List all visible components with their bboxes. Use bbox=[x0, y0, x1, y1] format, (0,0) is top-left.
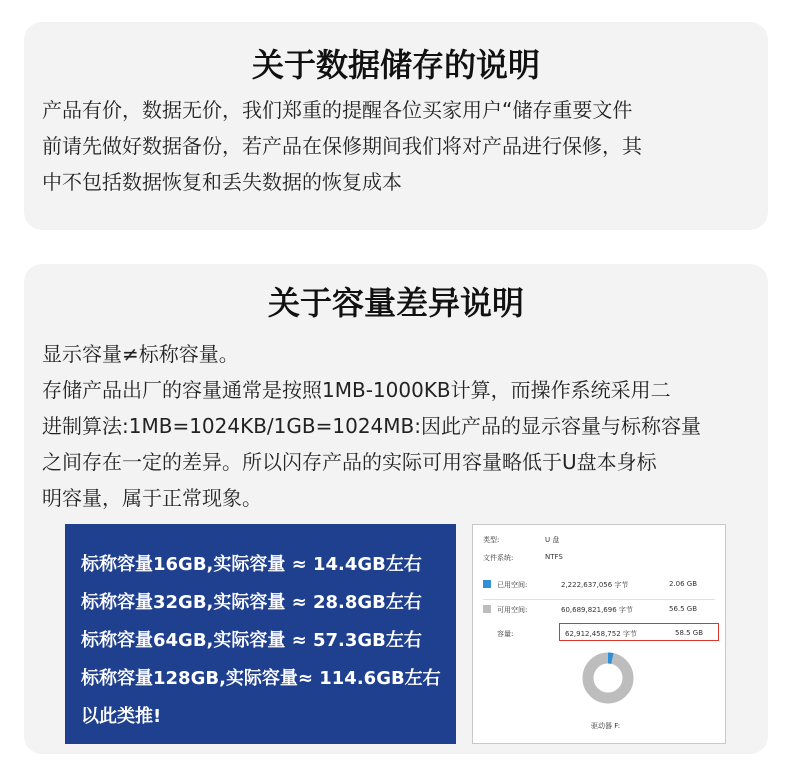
capacity-bytes: 62,912,458,752 字节 bbox=[565, 630, 637, 638]
type-value: U 盘 bbox=[545, 536, 560, 544]
capacity-notice-line: 之间存在一定的差异。所以闪存产品的实际可用容量略低于U盘本身标 bbox=[42, 450, 657, 474]
used-space-size: 2.06 GB bbox=[669, 580, 698, 588]
used-space-swatch bbox=[483, 580, 491, 588]
filesystem-label: 文件系统: bbox=[483, 554, 514, 562]
disk-properties-screenshot bbox=[472, 524, 726, 744]
storage-notice-title: 关于数据储存的说明 bbox=[251, 46, 540, 84]
capacity-notice-line: 存储产品出厂的容量通常是按照1MB-1000KB计算，而操作系统采用二 bbox=[42, 378, 671, 402]
capacity-row-128gb: 标称容量128GB,实际容量≈ 114.6GB左右 bbox=[81, 668, 441, 689]
used-space-label: 已用空间: bbox=[497, 581, 528, 589]
capacity-size: 58.5 GB bbox=[675, 629, 704, 637]
storage-notice-card bbox=[24, 22, 768, 230]
capacity-notice-line: 进制算法:1MB=1024KB/1GB=1024MB:因此产品的显示容量与标称容量 bbox=[42, 414, 701, 438]
free-space-swatch bbox=[483, 605, 491, 613]
properties-divider bbox=[483, 599, 715, 600]
capacity-label: 容量: bbox=[497, 630, 514, 638]
donut-free-ring bbox=[588, 658, 628, 698]
type-label: 类型: bbox=[483, 536, 500, 544]
storage-notice-line: 前请先做好数据备份，若产品在保修期间我们将对产品进行保修，其 bbox=[42, 134, 642, 158]
storage-notice-line: 产品有价，数据无价，我们郑重的提醒各位买家用户“储存重要文件 bbox=[42, 98, 633, 122]
storage-notice-line: 中不包括数据恢复和丢失数据的恢复成本 bbox=[42, 170, 402, 194]
used-space-bytes: 2,222,637,056 字节 bbox=[561, 581, 629, 589]
filesystem-value: NTFS bbox=[545, 553, 563, 561]
capacity-row-64gb: 标称容量64GB,实际容量 ≈ 57.3GB左右 bbox=[81, 630, 422, 651]
capacity-notice-title: 关于容量差异说明 bbox=[267, 284, 524, 322]
capacity-notice-text bbox=[42, 336, 754, 516]
drive-label: 驱动器 F: bbox=[591, 722, 621, 730]
storage-notice-text bbox=[42, 92, 754, 200]
capacity-comparison-panel bbox=[65, 524, 456, 744]
capacity-notice-card bbox=[24, 264, 768, 754]
free-space-bytes: 60,689,821,696 字节 bbox=[561, 606, 633, 614]
capacity-row-16gb: 标称容量16GB,实际容量 ≈ 14.4GB左右 bbox=[81, 554, 422, 575]
free-space-size: 56.5 GB bbox=[669, 605, 698, 613]
capacity-notice-line: 明容量，属于正常现象。 bbox=[42, 486, 262, 510]
disk-usage-donut bbox=[581, 651, 635, 705]
capacity-row-etc: 以此类推! bbox=[81, 706, 162, 727]
capacity-notice-line: 显示容量≠标称容量。 bbox=[42, 342, 239, 366]
free-space-label: 可用空间: bbox=[497, 606, 528, 614]
capacity-row-32gb: 标称容量32GB,实际容量 ≈ 28.8GB左右 bbox=[81, 592, 422, 613]
